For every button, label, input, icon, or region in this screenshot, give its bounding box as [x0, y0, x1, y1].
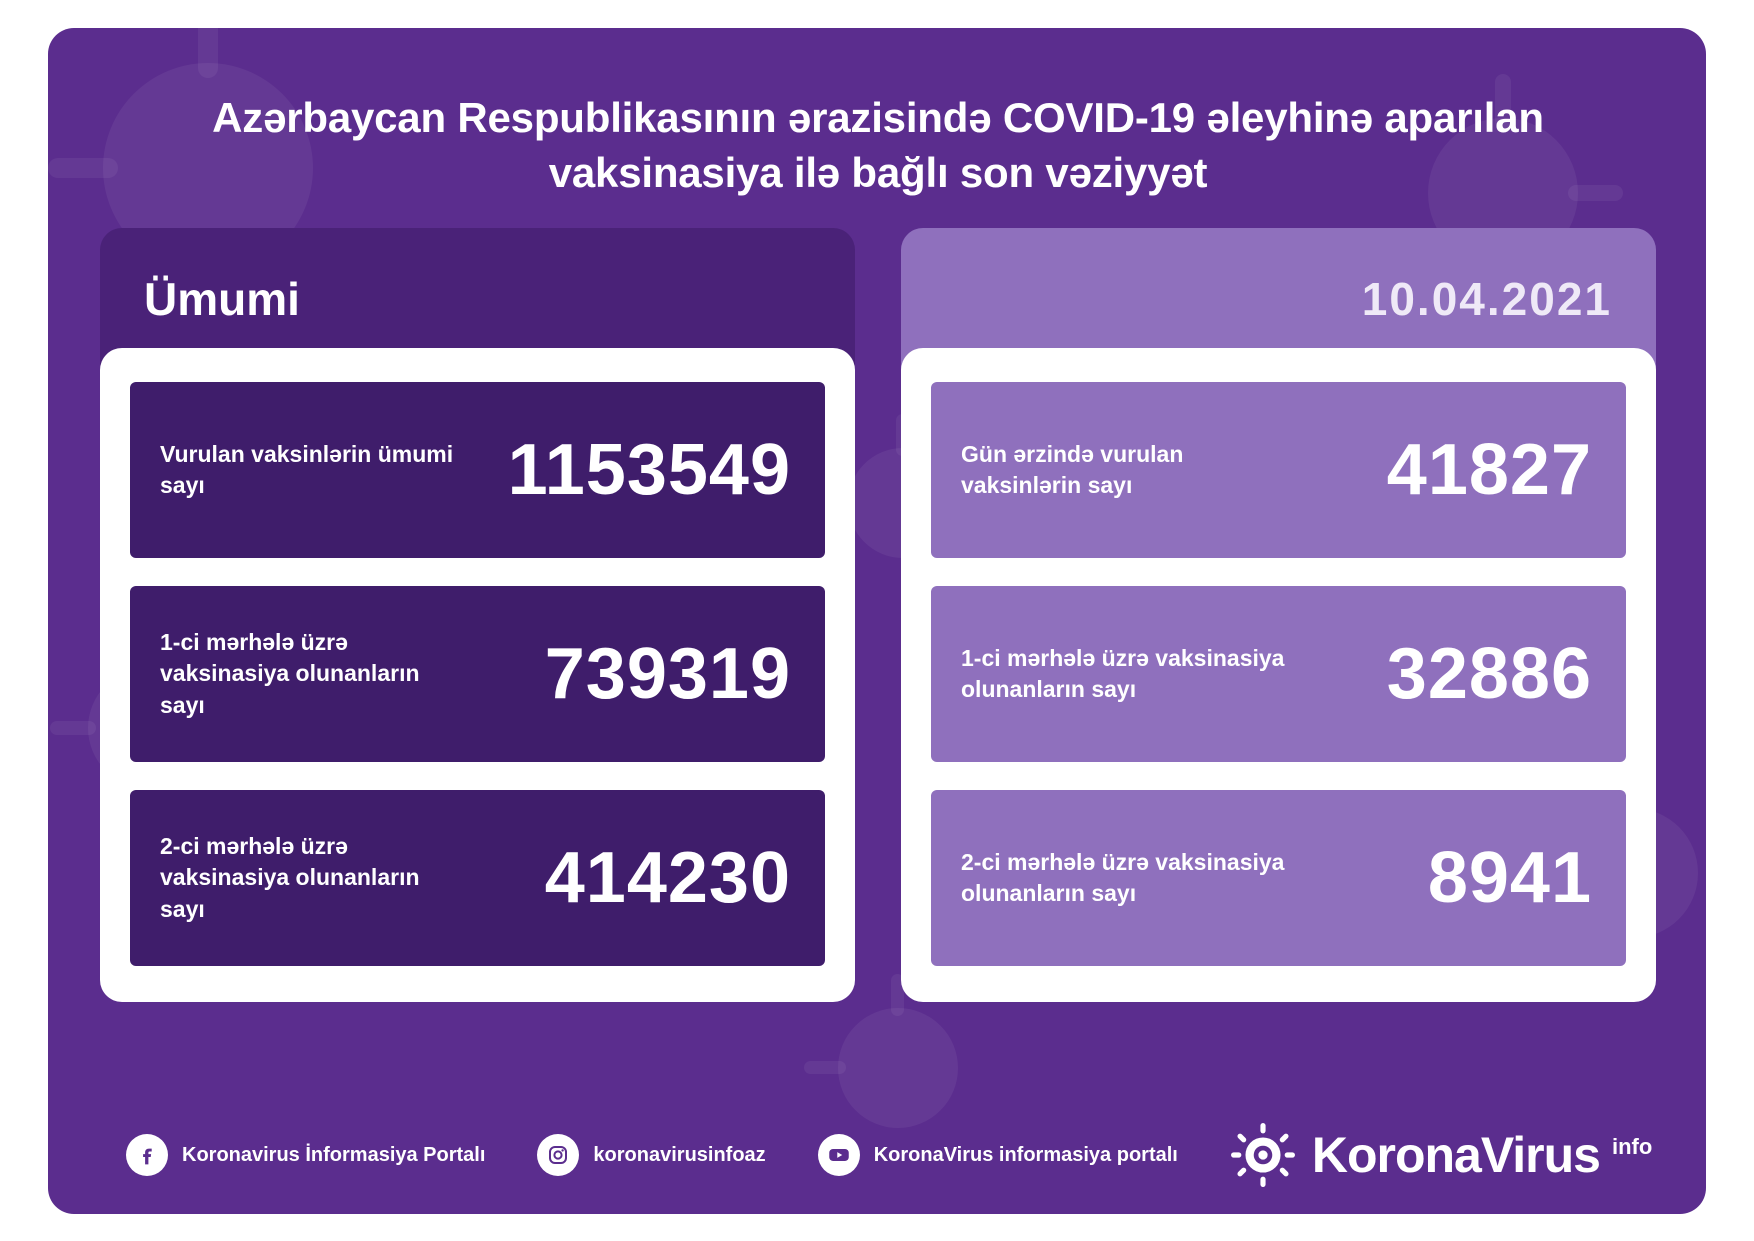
social-youtube[interactable]	[818, 1134, 1178, 1176]
daily-column-heading: 10.04.2021	[901, 228, 1656, 370]
stat-label: 1-ci mərhələ üzrə vaksinasiya olunanların sayı	[160, 629, 420, 718]
infographic-poster	[48, 28, 1706, 1214]
brand-name: KoronaVirus	[1311, 1127, 1600, 1183]
brand-logo	[1230, 1122, 1652, 1188]
stat-label: 1-ci mərhələ üzrə vaksinasiya olunanların sayı	[961, 644, 1285, 702]
stat-value: 739319	[544, 634, 791, 714]
stat-row	[931, 382, 1626, 558]
page-title: Azərbaycan Respublikasının ərazisində COVID-19 əleyhinə aparılan vaksinasiya ilə bağlı son vəziyyət	[212, 94, 1544, 197]
footer	[48, 1096, 1706, 1214]
stat-label: Gün ərzində vurulan vaksinlərin sayı	[961, 440, 1184, 498]
social-facebook[interactable]	[126, 1134, 485, 1176]
total-stats-card	[100, 348, 855, 1002]
youtube-icon	[818, 1134, 860, 1176]
daily-stats-card	[901, 348, 1656, 1002]
stat-value: 32886	[1386, 634, 1592, 714]
stat-row	[130, 790, 825, 966]
stat-value: 414230	[544, 838, 791, 918]
stat-value: 8941	[1427, 838, 1592, 918]
social-instagram-label: koronavirusinfoaz	[593, 1143, 766, 1166]
stat-value: 1153549	[507, 430, 791, 510]
stat-label: 2-ci mərhələ üzrə vaksinasiya olunanların sayı	[961, 848, 1285, 906]
stat-label: 2-ci mərhələ üzrə vaksinasiya olunanların sayı	[160, 833, 420, 922]
facebook-icon	[126, 1134, 168, 1176]
brand-suffix: info	[1612, 1134, 1653, 1159]
total-column	[100, 228, 855, 1002]
koronavirus-mark-icon	[1230, 1122, 1296, 1188]
instagram-icon	[537, 1134, 579, 1176]
social-instagram[interactable]	[537, 1134, 765, 1176]
stat-label: Vurulan vaksinlərin ümumi sayı	[160, 440, 454, 498]
stat-value: 41827	[1386, 430, 1592, 510]
stat-row	[931, 586, 1626, 762]
stat-row	[130, 382, 825, 558]
total-column-heading: Ümumi	[100, 228, 855, 370]
social-youtube-label: KoronaVirus informasiya portalı	[873, 1143, 1178, 1166]
daily-column	[901, 228, 1656, 1002]
stat-row	[130, 586, 825, 762]
stats-columns	[100, 228, 1656, 1002]
social-facebook-label: Koronavirus İnformasiya Portalı	[182, 1143, 486, 1166]
stat-row	[931, 790, 1626, 966]
